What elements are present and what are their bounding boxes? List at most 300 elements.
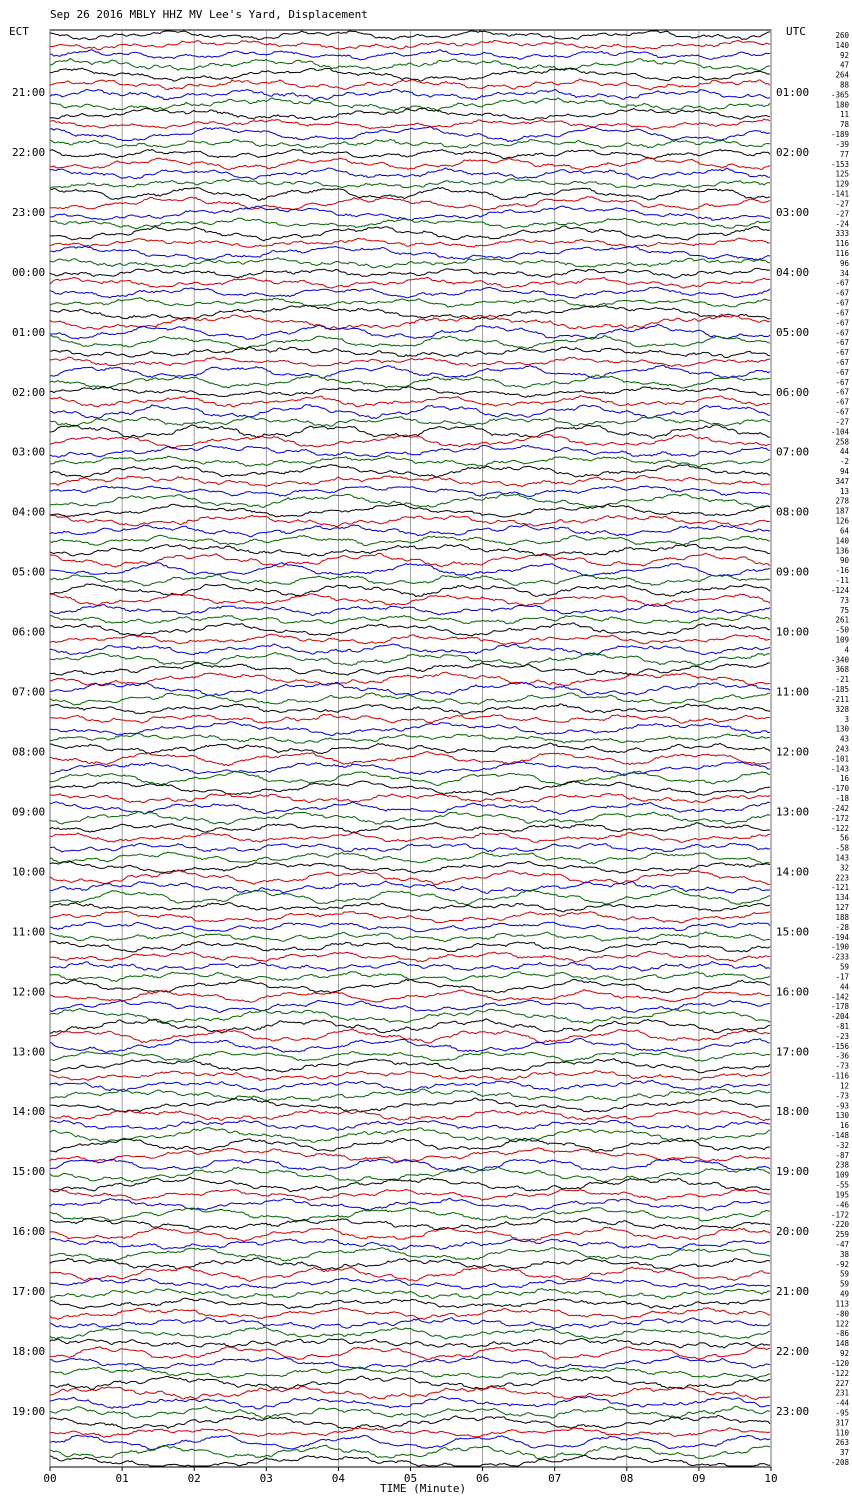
trace-offset-label: -153 bbox=[830, 159, 849, 169]
trace-offset-label: 263 bbox=[835, 1438, 849, 1448]
trace-offset-label: -28 bbox=[835, 922, 849, 932]
trace-line bbox=[50, 1267, 770, 1282]
trace-offset-label: -143 bbox=[830, 764, 849, 774]
trace-offset-label: 264 bbox=[835, 70, 849, 80]
trace-line bbox=[50, 1298, 770, 1309]
trace-line bbox=[50, 139, 770, 148]
x-tick-label: 10 bbox=[764, 1472, 778, 1485]
trace-line bbox=[50, 1110, 770, 1121]
trace-offset-label: 134 bbox=[835, 893, 849, 903]
trace-offset-label: 130 bbox=[835, 724, 849, 734]
trace-line bbox=[50, 287, 770, 298]
trace-offset-label: 47 bbox=[839, 60, 849, 70]
trace-line bbox=[50, 1338, 770, 1348]
x-tick-label: 02 bbox=[187, 1472, 201, 1485]
trace-line bbox=[50, 456, 770, 467]
trace-offset-label: 223 bbox=[835, 873, 849, 883]
trace-line bbox=[50, 1397, 770, 1409]
trace-offset-label: -27 bbox=[835, 209, 849, 219]
x-tick-label: 05 bbox=[403, 1472, 418, 1485]
trace-line bbox=[50, 672, 770, 686]
trace-line bbox=[50, 127, 770, 142]
right-hour-label: 08:00 bbox=[776, 505, 810, 519]
trace-offset-label: -242 bbox=[830, 803, 849, 813]
trace-line bbox=[50, 268, 770, 278]
trace-offset-label: 44 bbox=[839, 447, 849, 457]
trace-line bbox=[50, 889, 770, 905]
trace-offset-label: -67 bbox=[835, 298, 849, 308]
trace-offset-label: 16 bbox=[839, 774, 849, 784]
trace-offset-label: -2 bbox=[839, 457, 849, 467]
trace-offset-label: 116 bbox=[835, 239, 849, 249]
trace-line bbox=[50, 962, 770, 972]
trace-offset-label: 37 bbox=[839, 1448, 849, 1458]
trace-line bbox=[50, 563, 770, 576]
trace-offset-label: -92 bbox=[835, 1259, 849, 1269]
trace-line bbox=[50, 1059, 770, 1073]
trace-line bbox=[50, 771, 770, 785]
trace-line bbox=[50, 386, 770, 397]
trace-line bbox=[50, 594, 770, 606]
trace-offset-label: 126 bbox=[835, 516, 849, 526]
trace-line bbox=[50, 1406, 770, 1418]
trace-line bbox=[50, 465, 770, 478]
trace-offset-label: 278 bbox=[835, 496, 849, 506]
trace-offset-label: -365 bbox=[830, 90, 849, 100]
trace-line bbox=[50, 375, 770, 388]
trace-line bbox=[50, 1327, 770, 1339]
trace-offset-label: -172 bbox=[830, 813, 849, 823]
trace-offset-label: 110 bbox=[835, 1428, 849, 1438]
x-tick-label: 06 bbox=[475, 1472, 490, 1485]
trace-line bbox=[50, 238, 770, 247]
trace-line bbox=[50, 158, 770, 170]
trace-line bbox=[50, 50, 770, 60]
left-hour-label: 15:00 bbox=[12, 1165, 46, 1179]
trace-offset-label: 140 bbox=[835, 40, 849, 50]
trace-line bbox=[50, 653, 770, 666]
trace-offset-label: 140 bbox=[835, 536, 849, 546]
right-hour-label: 01:00 bbox=[776, 86, 810, 99]
left-hour-label: 22:00 bbox=[12, 145, 46, 159]
trace-line bbox=[50, 1148, 770, 1162]
trace-offset-label: -122 bbox=[830, 823, 849, 833]
trace-offset-label: 77 bbox=[839, 149, 849, 159]
trace-offset-label: -50 bbox=[835, 625, 849, 635]
trace-line bbox=[50, 168, 770, 179]
trace-line bbox=[50, 1071, 770, 1081]
trace-line bbox=[50, 1288, 770, 1299]
trace-line bbox=[50, 1177, 770, 1192]
x-tick-label: 08 bbox=[620, 1472, 634, 1485]
trace-offset-label: 3 bbox=[844, 714, 849, 724]
x-axis-label: TIME (Minute) bbox=[380, 1482, 467, 1495]
trace-offset-label: 122 bbox=[835, 1319, 849, 1329]
right-hour-label: 22:00 bbox=[776, 1345, 810, 1359]
trace-offset-label: -73 bbox=[835, 1091, 849, 1101]
trace-line bbox=[50, 1000, 770, 1012]
trace-offset-label: -190 bbox=[830, 942, 849, 952]
left-hour-label: 23:00 bbox=[12, 205, 46, 219]
trace-line bbox=[50, 852, 770, 864]
trace-line bbox=[50, 722, 770, 736]
trace-offset-label: 261 bbox=[835, 615, 849, 625]
trace-offset-label: 109 bbox=[835, 635, 849, 645]
trace-offset-label: -17 bbox=[835, 972, 849, 982]
trace-offset-label: 92 bbox=[839, 50, 849, 60]
trace-offset-label: 13 bbox=[839, 486, 849, 496]
trace-offset-label: 195 bbox=[835, 1190, 849, 1200]
trace-offset-label: -27 bbox=[835, 417, 849, 427]
trace-offset-label: -80 bbox=[835, 1309, 849, 1319]
trace-line bbox=[50, 990, 770, 1003]
left-axis-label: ECT bbox=[9, 25, 29, 38]
left-hour-label: 16:00 bbox=[12, 1225, 46, 1239]
trace-line bbox=[50, 881, 770, 893]
left-hour-label: 02:00 bbox=[12, 385, 46, 399]
right-hour-label: 18:00 bbox=[776, 1105, 810, 1119]
trace-line bbox=[50, 298, 770, 308]
trace-offset-label: -67 bbox=[835, 387, 849, 397]
trace-line bbox=[50, 812, 770, 825]
trace-line bbox=[50, 634, 770, 644]
trace-offset-label: 125 bbox=[835, 169, 849, 179]
trace-offset-label: -32 bbox=[835, 1140, 849, 1150]
trace-offset-label: -148 bbox=[830, 1131, 849, 1141]
trace-line bbox=[50, 119, 770, 129]
trace-line bbox=[50, 1308, 770, 1320]
trace-offset-label: 347 bbox=[835, 476, 849, 486]
trace-offset-label: -120 bbox=[830, 1358, 849, 1368]
trace-offset-label: -93 bbox=[835, 1101, 849, 1111]
right-hour-label: 23:00 bbox=[776, 1405, 810, 1418]
left-hour-label: 21:00 bbox=[12, 86, 46, 99]
trace-offset-label: -73 bbox=[835, 1061, 849, 1071]
trace-offset-label: -44 bbox=[835, 1398, 849, 1408]
trace-offset-label: 143 bbox=[835, 853, 849, 863]
trace-offset-label: 188 bbox=[835, 912, 849, 922]
trace-line bbox=[50, 494, 770, 508]
trace-offset-label: -18 bbox=[835, 794, 849, 804]
left-hour-label: 18:00 bbox=[12, 1345, 46, 1359]
left-hour-label: 07:00 bbox=[12, 685, 46, 699]
trace-line bbox=[50, 584, 770, 597]
trace-offset-label: -55 bbox=[835, 1180, 849, 1190]
trace-line bbox=[50, 1098, 770, 1112]
trace-offset-label: 38 bbox=[839, 1249, 849, 1259]
right-hour-label: 14:00 bbox=[776, 865, 810, 879]
trace-line bbox=[50, 535, 770, 545]
trace-line bbox=[50, 179, 770, 188]
trace-offset-label: -67 bbox=[835, 308, 849, 318]
trace-offset-label: 59 bbox=[839, 1279, 849, 1289]
trace-line bbox=[50, 1120, 770, 1130]
trace-line bbox=[50, 979, 770, 993]
trace-line bbox=[50, 615, 770, 624]
trace-line bbox=[50, 1198, 770, 1210]
trace-offset-label: -124 bbox=[830, 585, 849, 595]
trace-line bbox=[50, 59, 770, 71]
trace-offset-label: 238 bbox=[835, 1160, 849, 1170]
trace-offset-label: -86 bbox=[835, 1329, 849, 1339]
trace-line bbox=[50, 445, 770, 457]
left-hour-label: 09:00 bbox=[12, 805, 46, 819]
left-hour-label: 13:00 bbox=[12, 1045, 46, 1059]
right-hour-label: 17:00 bbox=[776, 1045, 810, 1059]
trace-line bbox=[50, 486, 770, 497]
trace-offset-label: -121 bbox=[830, 883, 849, 893]
trace-offset-label: -67 bbox=[835, 318, 849, 328]
trace-offset-label: -11 bbox=[835, 576, 849, 586]
trace-line bbox=[50, 98, 770, 111]
trace-line bbox=[50, 704, 770, 714]
trace-line bbox=[50, 405, 770, 419]
trace-line bbox=[50, 40, 770, 49]
trace-offset-label: -39 bbox=[835, 139, 849, 149]
trace-line bbox=[50, 903, 770, 912]
trace-line bbox=[50, 733, 770, 743]
trace-line bbox=[50, 1218, 770, 1230]
trace-line bbox=[50, 574, 770, 586]
trace-line bbox=[50, 434, 770, 448]
trace-offset-label: -67 bbox=[835, 397, 849, 407]
trace-offset-label: 136 bbox=[835, 546, 849, 556]
trace-offset-label: 187 bbox=[835, 506, 849, 516]
trace-offset-label: 116 bbox=[835, 248, 849, 258]
trace-offset-label: -170 bbox=[830, 784, 849, 794]
trace-line bbox=[50, 823, 770, 833]
trace-offset-label: -211 bbox=[830, 694, 849, 704]
right-hour-label: 09:00 bbox=[776, 565, 810, 579]
trace-line bbox=[50, 277, 770, 288]
trace-line bbox=[50, 206, 770, 220]
trace-offset-label: -21 bbox=[835, 675, 849, 685]
trace-offset-label: -46 bbox=[835, 1200, 849, 1210]
trace-offset-label: -233 bbox=[830, 952, 849, 962]
trace-line bbox=[50, 663, 770, 676]
trace-line bbox=[50, 1008, 770, 1023]
right-hour-label: 20:00 bbox=[776, 1225, 810, 1239]
trace-line bbox=[50, 1089, 770, 1101]
trace-line bbox=[50, 1415, 770, 1429]
trace-line bbox=[50, 623, 770, 636]
left-hour-label: 00:00 bbox=[12, 265, 46, 279]
trace-line bbox=[50, 504, 770, 517]
right-hour-label: 10:00 bbox=[776, 625, 810, 639]
trace-line bbox=[50, 951, 770, 962]
trace-offset-label: -194 bbox=[830, 932, 849, 942]
trace-offset-label: -95 bbox=[835, 1408, 849, 1418]
trace-offset-label: -172 bbox=[830, 1210, 849, 1220]
right-hour-label: 12:00 bbox=[776, 745, 810, 759]
right-hour-label: 07:00 bbox=[776, 445, 810, 459]
chart-title: Sep 26 2016 MBLY HHZ MV Lee's Yard, Displacement bbox=[50, 8, 368, 21]
left-hour-label: 14:00 bbox=[12, 1105, 46, 1119]
trace-offset-label: 227 bbox=[835, 1378, 849, 1388]
trace-line bbox=[50, 417, 770, 427]
trace-line bbox=[50, 1238, 770, 1249]
trace-line bbox=[50, 246, 770, 260]
trace-offset-label: 44 bbox=[839, 982, 849, 992]
trace-offset-label: 258 bbox=[835, 437, 849, 447]
trace-offset-label: -67 bbox=[835, 348, 849, 358]
trace-offset-label: 109 bbox=[835, 1170, 849, 1180]
trace-line bbox=[50, 1227, 770, 1241]
left-hour-label: 11:00 bbox=[12, 925, 46, 939]
trace-offset-label: -23 bbox=[835, 1031, 849, 1041]
trace-offset-label: 64 bbox=[839, 526, 849, 536]
trace-offset-label: 94 bbox=[839, 467, 849, 477]
x-tick-label: 07 bbox=[548, 1472, 562, 1485]
trace-offset-label: 328 bbox=[835, 704, 849, 714]
trace-line bbox=[50, 425, 770, 438]
trace-offset-label: -24 bbox=[835, 219, 849, 229]
trace-offset-label: 92 bbox=[839, 1349, 849, 1359]
trace-offset-label: 34 bbox=[839, 268, 849, 278]
trace-offset-label: 49 bbox=[839, 1289, 849, 1299]
trace-offset-label: 73 bbox=[839, 595, 849, 605]
trace-line bbox=[50, 79, 770, 90]
trace-line bbox=[50, 544, 770, 556]
trace-offset-label: -122 bbox=[830, 1368, 849, 1378]
left-hour-label: 19:00 bbox=[12, 1405, 46, 1418]
trace-offset-label: -208 bbox=[830, 1458, 849, 1468]
trace-offset-label: -101 bbox=[830, 754, 849, 764]
right-hour-label: 05:00 bbox=[776, 325, 810, 339]
trace-line bbox=[50, 861, 770, 873]
trace-line bbox=[50, 1376, 770, 1390]
trace-offset-label: 90 bbox=[839, 556, 849, 566]
trace-line bbox=[50, 187, 770, 200]
trace-line bbox=[50, 258, 770, 268]
trace-offset-label: -178 bbox=[830, 1002, 849, 1012]
x-tick-label: 01 bbox=[115, 1472, 129, 1485]
trace-offset-label: 127 bbox=[835, 903, 849, 913]
trace-offset-label: -67 bbox=[835, 278, 849, 288]
trace-line bbox=[50, 305, 770, 319]
trace-offset-label: -204 bbox=[830, 1012, 849, 1022]
trace-line bbox=[50, 197, 770, 211]
x-tick-label: 03 bbox=[259, 1472, 273, 1485]
trace-line bbox=[50, 941, 770, 952]
trace-offset-label: 317 bbox=[835, 1418, 849, 1428]
trace-offset-label: -81 bbox=[835, 1021, 849, 1031]
trace-line bbox=[50, 1427, 770, 1437]
trace-offset-label: -156 bbox=[830, 1041, 849, 1051]
trace-offset-label: -67 bbox=[835, 367, 849, 377]
trace-offset-label: -185 bbox=[830, 685, 849, 695]
trace-line bbox=[50, 1318, 770, 1329]
trace-offset-label: -67 bbox=[835, 407, 849, 417]
trace-offset-label: 75 bbox=[839, 605, 849, 615]
left-hour-label: 10:00 bbox=[12, 865, 46, 879]
trace-offset-label: 243 bbox=[835, 744, 849, 754]
left-hour-label: 06:00 bbox=[12, 625, 46, 639]
right-hour-label: 11:00 bbox=[776, 685, 810, 699]
trace-line bbox=[50, 1367, 770, 1379]
trace-line bbox=[50, 1386, 770, 1399]
trace-line bbox=[50, 218, 770, 229]
trace-offset-label: 78 bbox=[839, 120, 849, 130]
trace-offset-label: 43 bbox=[839, 734, 849, 744]
trace-offset-label: 96 bbox=[839, 258, 849, 268]
trace-line bbox=[50, 932, 770, 942]
trace-line bbox=[50, 515, 770, 527]
right-hour-label: 13:00 bbox=[776, 805, 810, 819]
trace-line bbox=[50, 911, 770, 922]
trace-offset-label: 259 bbox=[835, 1230, 849, 1240]
trace-line bbox=[50, 31, 770, 40]
trace-line bbox=[50, 1248, 770, 1261]
trace-offset-label: 333 bbox=[835, 229, 849, 239]
trace-line bbox=[50, 743, 770, 754]
trace-line bbox=[50, 1445, 770, 1458]
trace-line bbox=[50, 802, 770, 815]
trace-offset-label: -47 bbox=[835, 1240, 849, 1250]
trace-offset-label: 12 bbox=[839, 1081, 849, 1091]
trace-offset-label: 56 bbox=[839, 833, 849, 843]
trace-offset-label: -141 bbox=[830, 189, 849, 199]
trace-line bbox=[50, 922, 770, 932]
trace-offset-label: 260 bbox=[835, 30, 849, 40]
trace-line bbox=[50, 365, 770, 378]
left-hour-label: 17:00 bbox=[12, 1285, 46, 1299]
trace-offset-label: 88 bbox=[839, 80, 849, 90]
trace-line bbox=[50, 1138, 770, 1152]
left-hour-label: 08:00 bbox=[12, 745, 46, 759]
trace-offset-label: 32 bbox=[839, 863, 849, 873]
trace-line bbox=[50, 644, 770, 655]
trace-offset-label: 180 bbox=[835, 100, 849, 110]
trace-offset-label: -104 bbox=[830, 427, 849, 437]
trace-line bbox=[50, 752, 770, 766]
trace-line bbox=[50, 794, 770, 803]
trace-offset-label: -36 bbox=[835, 1051, 849, 1061]
trace-offset-label: -67 bbox=[835, 328, 849, 338]
trace-line bbox=[50, 396, 770, 407]
trace-offset-label: 59 bbox=[839, 1269, 849, 1279]
trace-offset-label: -67 bbox=[835, 357, 849, 367]
trace-line bbox=[50, 68, 770, 81]
trace-line bbox=[50, 972, 770, 982]
trace-line bbox=[50, 1051, 770, 1061]
right-hour-label: 16:00 bbox=[776, 985, 810, 999]
trace-line bbox=[50, 553, 770, 567]
left-hour-label: 01:00 bbox=[12, 325, 46, 339]
right-hour-label: 03:00 bbox=[776, 205, 810, 219]
trace-offset-label: 368 bbox=[835, 665, 849, 675]
right-hour-label: 19:00 bbox=[776, 1165, 810, 1179]
right-hour-label: 04:00 bbox=[776, 265, 810, 279]
trace-offset-label: 148 bbox=[835, 1339, 849, 1349]
x-tick-label: 00 bbox=[43, 1472, 57, 1485]
trace-line bbox=[50, 605, 770, 616]
right-hour-label: 06:00 bbox=[776, 385, 810, 399]
trace-line bbox=[50, 682, 770, 695]
trace-line bbox=[50, 1029, 770, 1043]
left-hour-label: 05:00 bbox=[12, 565, 46, 579]
trace-line bbox=[50, 108, 770, 120]
trace-line bbox=[50, 1347, 770, 1360]
trace-offset-label: 129 bbox=[835, 179, 849, 189]
right-hour-label: 15:00 bbox=[776, 925, 810, 939]
trace-line bbox=[50, 347, 770, 358]
trace-line bbox=[50, 226, 770, 241]
trace-line bbox=[50, 762, 770, 776]
trace-line bbox=[50, 1258, 770, 1270]
trace-offset-label: -67 bbox=[835, 338, 849, 348]
trace-line bbox=[50, 1455, 770, 1466]
